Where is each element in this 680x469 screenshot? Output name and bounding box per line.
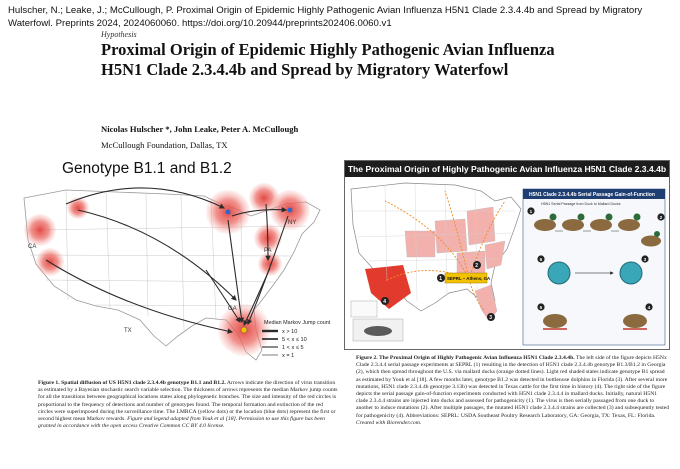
step-number: 3 [489,315,493,321]
figure-2-svg [345,161,669,349]
duck-icon [641,236,661,247]
detection-circle [258,252,282,276]
figure-1-title: Genotype B1.1 and B1.2 [62,160,232,177]
step-number: 4 [647,304,651,310]
legend-item: x > 10 [282,329,298,335]
duck-icon [543,314,567,328]
legend-title: Median Markov Jump count [264,320,331,326]
step-number: 6 [539,256,543,262]
figure-1-svg [6,160,336,382]
duck-icon [534,219,556,231]
inset-image [351,301,377,317]
legend-item: 5 < x ≤ 10 [282,337,307,343]
paper-title: Proximal Origin of Epidemic Highly Pathogenic Avian Influenza H5N1 Clade 2.3.4.4b and Spread by Migratory Waterfowl [101,40,555,79]
jump-count-legend [262,320,331,359]
state-label: PA [264,248,272,254]
paper-authors: Nicolas Hulscher *, John Leake, Peter A. McCullough [101,124,299,134]
gof-panel-subtitle: H5N1 Serial Passage from Duck to Mallard Ducks [541,202,621,206]
cattle-icon [364,326,392,336]
caption-lead: Figure 2. The Proximal Origin of Highly Pathogenic Avian Influenza H5N1 Clade 2.3.4.4b. [356,355,575,361]
figure-2-caption [356,355,670,427]
virus-icon [548,262,570,284]
state-label: NY [288,220,297,226]
caption-note: Created with Biorender.com. [356,419,422,426]
legend-item: x = 1 [282,353,295,359]
figure-2-illustration [344,160,670,350]
detection-circle [24,214,56,246]
step-number: 2 [475,263,479,269]
location-dot [226,210,231,215]
duck-icon [623,314,647,328]
step-number: 4 [383,299,387,305]
state-label: GA [228,306,237,312]
legend-item: 1 < x ≤ 5 [282,345,304,351]
duck-icon [562,219,584,231]
location-dot [288,208,293,213]
caption-body: Arrows indicate the direction of virus transition as estimated by a Bayesian stochastic search variable selection. The thickness of arrows represents the median Markov jump counts for all the transitions between geographical locations states along phylogenetic branches. The size and intensity of the red circles is proportional to the frequency of detections and number of genotypes found. The temporal formation and extinction of the red circles were superimposed during the surveillance time. The LMRCA (yellow dots) or the location (blue dots) represent the first or second highest mean Markov rewards. [38,380,338,423]
origin-label: SEPRL – Athens, GA [447,276,491,281]
step-number: 1 [439,276,443,282]
duck-icon [590,219,612,231]
virus-icon [620,262,642,284]
paper-affiliation: McCullough Foundation, Dallas, TX [101,140,228,150]
state-label: CA [28,244,37,250]
caption-body: The left side of the figure depicts H5Nx Clade 2.3.4.4 serial passage experiments at SEPRL (1) resulting in the detection of H5N1 clade 2.3.4.4b genotype B1.3/B1.2 in Georgia (2), which then spread throughout the U.S. via mallard ducks (orange dotted lines). Light red shaded states indicate genotype B1 spread as estimated by Youk et al [18]. A few months later, genotype B1.2 was detected in bottlenose dolphins in Florida (3). After several more mutations, H5N1 clade 2.3.4.4b genotype 3.13b) was detected in Texas cattle for the first time in history (4). The right side of the figure depicts the serial passage gain-of-function experiments conducted with H5N1 clade 2.3.4.4 in mallard ducks. Initially, natural H5N1 clade 2.3.4.4 strains are injected into ducks and assessed for pathogenicity (1). The virus is then serially passaged from one duck to another to induce mutations (2). After multiple passages, the mutated H5N1 clade 2.3.4.4 strains are collected (3) and subsequently tested for pathogenicity (4). Abbreviations: SEPRL: USDA Southeast Poultry Research Laboratory, GA: Georgia, TX: Texas, FL: Florida. [356,355,670,419]
step-number: 3 [643,256,647,262]
caption-note: Figure and legend adapted from Youk et al [18]. Permission to use this figure has been granted in accordance with the open access Creative Common CC BY 4.0 license. [38,416,325,430]
citation-line: Hulscher, N.; Leake, J.; McCullough, P. Proximal Origin of Epidemic Highly Pathogenic Avian Influenza H5N1 Clade 2.3.4.4b and Spread by Migratory Waterfowl. Preprints 2024, 2024060060. https://doi.org/10.20944/preprints202406.0060.v1 [8,5,643,29]
caption-lead: Figure 1. Spatial diffusion of US H5N1 clade 2.3.4.4b genotype B1.1 and B1.2. [38,380,226,386]
figure-1-map [6,160,336,382]
detection-circle [67,197,89,219]
duck-icon [618,219,640,231]
step-number: 2 [659,214,663,220]
figure-1-caption [38,380,338,430]
step-number: 1 [529,208,533,214]
step-number: 5 [539,304,543,310]
gof-panel-title: H5N1 Clade 2.3.4.4b Serial Passage Gain-of-Function [529,192,655,198]
figure-2-header: The Proximal Origin of Highly Pathogenic Avian Influenza H5N1 Clade 2.3.4.4b [345,161,669,177]
state-label: TX [124,328,132,334]
article-type-label: Hypothesis [101,30,137,39]
lmrca-dot [241,327,247,333]
